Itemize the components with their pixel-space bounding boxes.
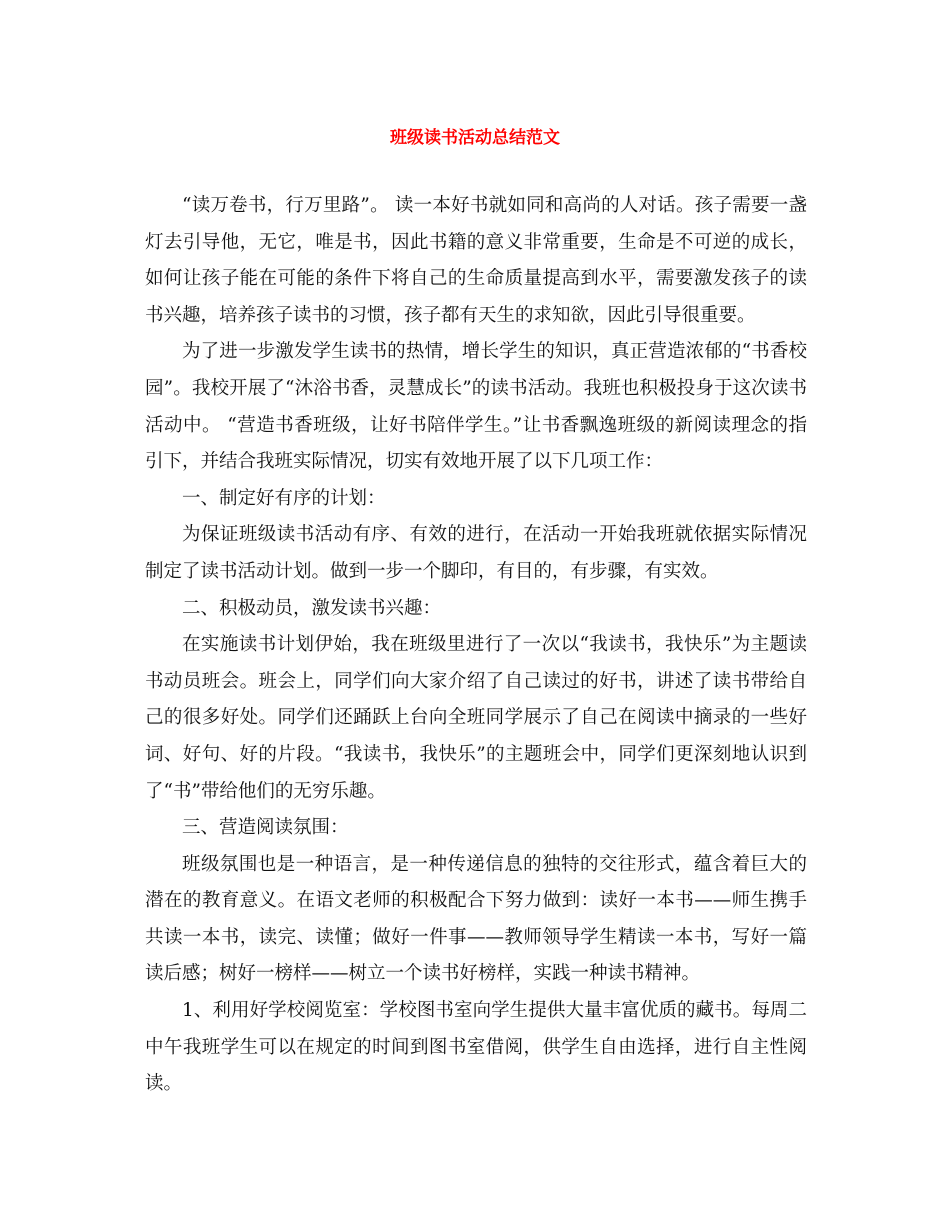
paragraph-mobilize: 在实施读书计划伊始，我在班级里进行了一次以“我读书，我快乐”为主题读书动员班会。班会上，同学们向大家介绍了自己读过的好书，讲述了读书带给自己的很多好处。同学们还踊跃上台向全班同学展示了自己在阅读中摘录的一些好词、好句、好的片段。“我读书，我快乐”的主题班会中，同学们更深刻地认识到了“书”带给他们的无穷乐趣。 bbox=[145, 634, 807, 802]
section-heading-atmosphere: 三、营造阅读氛围： bbox=[182, 817, 349, 839]
document-title: 班级读书活动总结范文 bbox=[390, 128, 560, 148]
paragraph-atmosphere: 班级氛围也是一种语言，是一种传递信息的独特的交往形式，蕴含着巨大的潜在的教育意义。在语文老师的积极配合下努力做到：读好一本书——师生携手共读一本书，读完、读懂；做好一件事——教师领导学生精读一本书，写好一篇读后感；树好一榜样——树立一个读书好榜样，实践一种读书精神。 bbox=[145, 853, 807, 985]
paragraph-background: 为了进一步激发学生读书的热情，增长学生的知识，真正营造浓郁的“书香校园”。我校开展了“沐浴书香，灵慧成长”的读书活动。我班也积极投身于这次读书活动中。 “营造书香班级，让好书陪伴学生。”让书香飘逸班级的新阅读理念的指引下，并结合我班实际情况，切实有效地开展了以下几项工作： bbox=[145, 341, 807, 473]
document-body bbox=[145, 188, 807, 1103]
section-heading-mobilize: 二、积极动员，激发读书兴趣： bbox=[182, 597, 442, 619]
section-heading-plan: 一、制定好有序的计划： bbox=[182, 487, 386, 509]
paragraph-plan: 为保证班级读书活动有序、有效的进行，在活动一开始我班就依据实际情况制定了读书活动计划。做到一步一个脚印，有目的，有步骤，有实效。 bbox=[145, 524, 807, 582]
paragraph-reading-room: 1、利用好学校阅览室：学校图书室向学生提供大量丰富优质的藏书。每周二中午我班学生可以在规定的时间到图书室借阅，供学生自由选择，进行自主性阅读。 bbox=[145, 1000, 807, 1095]
paragraph-intro: “读万卷书，行万里路”。 读一本好书就如同和高尚的人对话。孩子需要一盏灯去引导他，无它，唯是书，因此书籍的意义非常重要，生命是不可逆的成长，如何让孩子能在可能的条件下将自己的生命质量提高到水平，需要激发孩子的读书兴趣，培养孩子读书的习惯，孩子都有天生的求知欲，因此引导很重要。 bbox=[145, 195, 807, 326]
